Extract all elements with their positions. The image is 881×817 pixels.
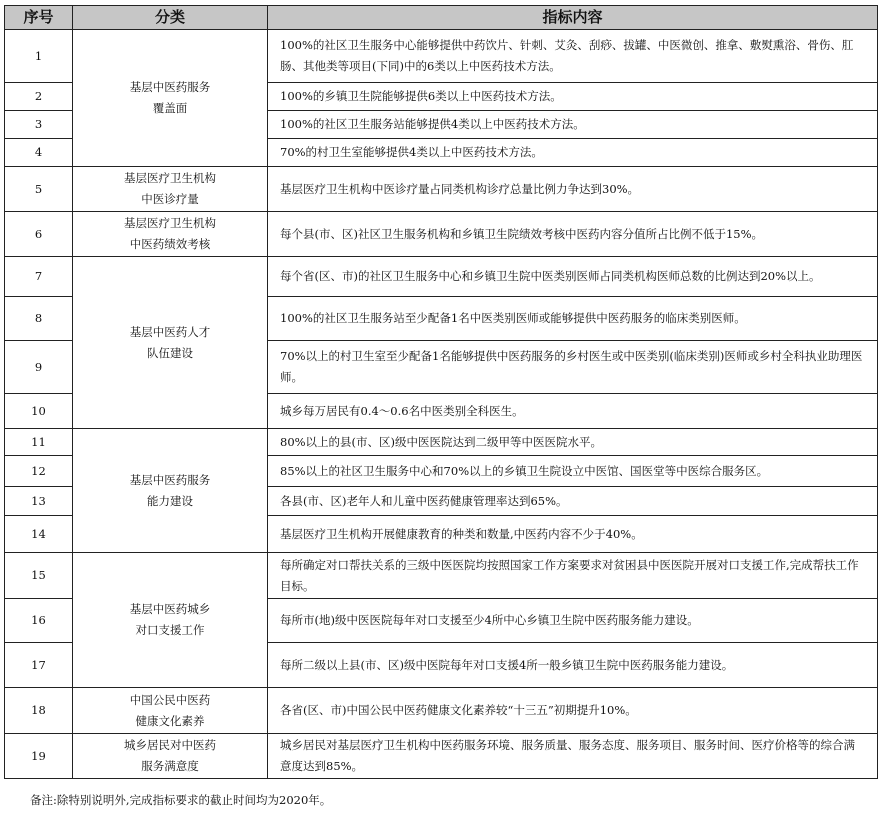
category-cell xyxy=(73,553,268,688)
table-row xyxy=(5,688,878,734)
row-content: 基层医疗卫生机构中医诊疗量占同类机构诊疗总量比例力争达到30%。 xyxy=(268,167,878,212)
category-line: 服务满意度 xyxy=(141,759,199,773)
category-line: 中医药绩效考核 xyxy=(129,237,211,251)
row-content: 城乡每万居民有0.4～0.6名中医类别全科医生。 xyxy=(268,394,878,429)
row-content: 每所二级以上县(市、区)级中医院每年对口支援4所一般乡镇卫生院中医药服务能力建设。 xyxy=(268,643,878,688)
category-line: 覆盖面 xyxy=(152,101,188,115)
category-line: 队伍建设 xyxy=(147,345,193,360)
row-content: 每个省(区、市)的社区卫生服务中心和乡镇卫生院中医类别医师占同类机构医师总数的比例达到20%以上。 xyxy=(268,257,878,297)
row-num: 8 xyxy=(5,297,73,341)
header-row xyxy=(5,6,878,30)
row-content: 各县(市、区)老年人和儿童中医药健康管理率达到65%。 xyxy=(268,487,878,516)
indicator-table xyxy=(4,5,878,779)
row-num: 7 xyxy=(5,257,73,297)
row-num: 14 xyxy=(5,516,73,553)
category-cell xyxy=(73,429,268,553)
category-cell xyxy=(73,30,268,167)
category-cell xyxy=(73,167,268,212)
header-num: 序号 xyxy=(5,6,73,30)
row-num: 15 xyxy=(5,553,73,599)
row-num: 12 xyxy=(5,456,73,487)
category-line: 城乡居民对中医药 xyxy=(124,738,216,752)
category-cell xyxy=(73,734,268,779)
table-row xyxy=(5,257,878,297)
category-line: 基层医疗卫生机构 xyxy=(124,171,216,185)
category-line: 基层中医药人才 xyxy=(129,324,211,339)
category-cell xyxy=(73,212,268,257)
table-row xyxy=(5,167,878,212)
row-num: 10 xyxy=(5,394,73,429)
row-num: 13 xyxy=(5,487,73,516)
row-num: 19 xyxy=(5,734,73,779)
row-num: 6 xyxy=(5,212,73,257)
category-cell xyxy=(73,257,268,429)
category-line: 基层中医药服务 xyxy=(129,80,211,94)
footnote: 备注:除特别说明外,完成指标要求的截止时间均为2020年。 xyxy=(30,793,332,807)
category-line: 能力建设 xyxy=(147,493,193,508)
row-content: 100%的社区卫生服务中心能够提供中药饮片、针刺、艾灸、刮痧、拔罐、中医微创、推拿、敷熨熏浴、骨伤、肛肠、其他类等项目(下同)中的6类以上中医药技术方法。 xyxy=(268,30,878,83)
row-content: 100%的乡镇卫生院能够提供6类以上中医药技术方法。 xyxy=(268,83,878,111)
category-line: 中国公民中医药 xyxy=(129,692,211,707)
row-content: 城乡居民对基层医疗卫生机构中医药服务环境、服务质量、服务态度、服务项目、服务时间、医疗价格等的综合满意度达到85%。 xyxy=(268,734,878,779)
category-line: 基层中医药城乡 xyxy=(129,602,211,616)
row-num: 18 xyxy=(5,688,73,734)
row-content: 85%以上的社区卫生服务中心和70%以上的乡镇卫生院设立中医馆、国医堂等中医综合服务区。 xyxy=(268,456,878,487)
category-cell xyxy=(73,688,268,734)
category-line: 中医诊疗量 xyxy=(141,192,199,206)
row-content: 100%的社区卫生服务站能够提供4类以上中医药技术方法。 xyxy=(268,111,878,139)
row-num: 16 xyxy=(5,599,73,643)
table-row xyxy=(5,30,878,83)
row-content: 80%以上的县(市、区)级中医医院达到二级甲等中医医院水平。 xyxy=(268,429,878,456)
row-content: 100%的社区卫生服务站至少配备1名中医类别医师或能够提供中医药服务的临床类别医师。 xyxy=(268,297,878,341)
table-row xyxy=(5,212,878,257)
table-row xyxy=(5,429,878,456)
row-content: 基层医疗卫生机构开展健康教育的种类和数量,中医药内容不少于40%。 xyxy=(268,516,878,553)
header-content: 指标内容 xyxy=(268,6,878,30)
row-num: 9 xyxy=(5,341,73,394)
row-num: 3 xyxy=(5,111,73,139)
table-row xyxy=(5,553,878,599)
table-row xyxy=(5,734,878,779)
row-num: 5 xyxy=(5,167,73,212)
row-content: 每所确定对口帮扶关系的三级中医医院均按照国家工作方案要求对贫困县中医医院开展对口支援工作,完成帮扶工作目标。 xyxy=(268,553,878,599)
category-line: 基层中医药服务 xyxy=(129,472,211,487)
category-line: 基层医疗卫生机构 xyxy=(124,216,216,230)
row-content: 70%的村卫生室能够提供4类以上中医药技术方法。 xyxy=(268,139,878,167)
category-line: 健康文化素养 xyxy=(135,713,205,728)
row-content: 每个县(市、区)社区卫生服务机构和乡镇卫生院绩效考核中医药内容分值所占比例不低于15%。 xyxy=(268,212,878,257)
row-num: 2 xyxy=(5,83,73,111)
row-content: 各省(区、市)中国公民中医药健康文化素养较“十三五”初期提升10%。 xyxy=(268,688,878,734)
row-num: 17 xyxy=(5,643,73,688)
header-category: 分类 xyxy=(73,6,268,30)
row-num: 1 xyxy=(5,30,73,83)
row-content: 每所市(地)级中医医院每年对口支援至少4所中心乡镇卫生院中医药服务能力建设。 xyxy=(268,599,878,643)
category-line: 对口支援工作 xyxy=(135,623,205,637)
row-content: 70%以上的村卫生室至少配备1名能够提供中医药服务的乡村医生或中医类别(临床类别)医师或乡村全科执业助理医师。 xyxy=(268,341,878,394)
row-num: 11 xyxy=(5,429,73,456)
row-num: 4 xyxy=(5,139,73,167)
